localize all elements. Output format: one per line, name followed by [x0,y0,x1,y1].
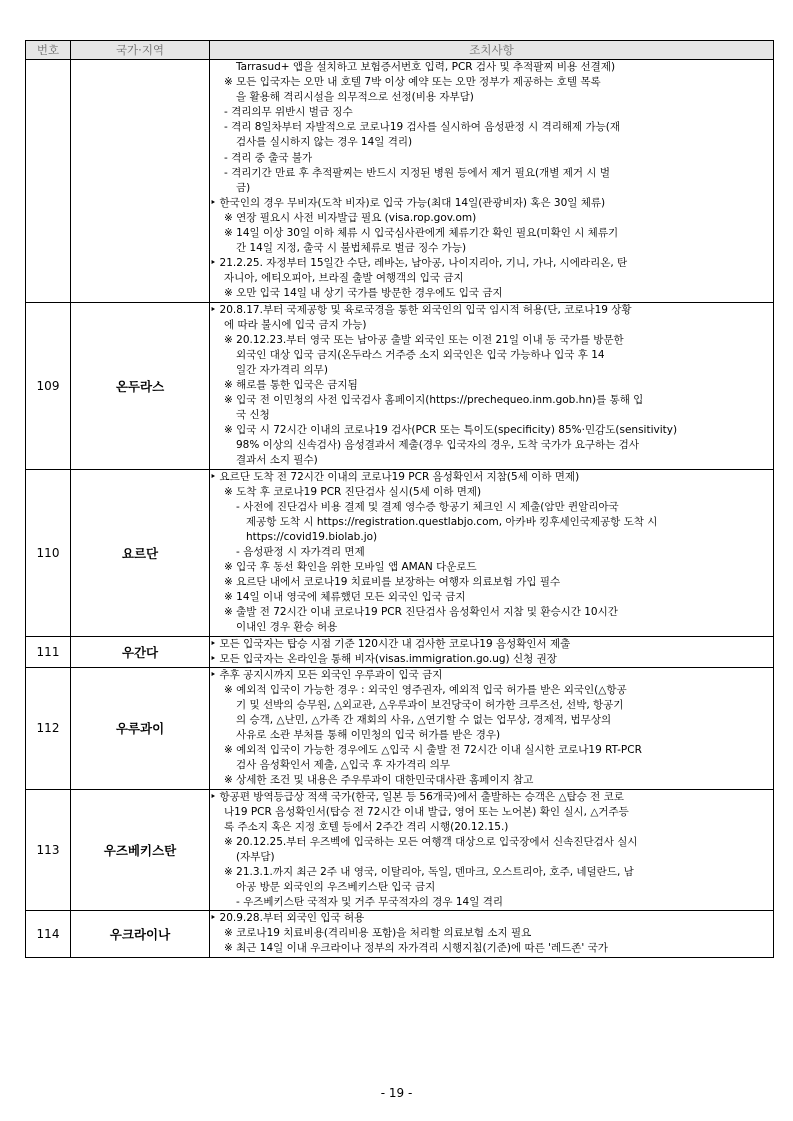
measure-line: 아공 방문 외국인의 우즈베키스탄 입국 금지 [236,881,436,894]
measure-line: ‣ 요르단 도착 전 72시간 이내의 코로나19 PCR 음성확인서 지참(5세 이하 면제) [210,470,580,483]
measures-cell [210,60,774,303]
row-number [26,60,71,303]
measure-line: 사유로 소관 부처를 통해 이민청의 입국 허가를 받은 경우) [236,729,501,742]
measure-line: ※ 출발 전 72시간 이내 코로나19 PCR 진단검사 음성확인서 지참 및 환승시간 10시간 [224,606,618,619]
country-name: 요르단 [71,469,210,636]
measure-line: 검사 음성확인서 제출, △입국 후 자가격리 의무 [236,759,451,772]
measure-line: ‣ 21.2.25. 자정부터 15일간 수단, 레바논, 남아공, 나이지리아, 기니, 가나, 시에라리온, 탄 [210,257,628,270]
table-row [26,667,774,789]
measures-cell [210,302,774,469]
measure-line: ※ 예외적 입국이 가능한 경우 : 외국인 영주권자, 예외적 입국 허가를 받은 외국인(△항공 [224,683,627,696]
measure-line: ※ 입국 시 72시간 이내의 코로나19 검사(PCR 또는 특이도(specificity) 85%·민감도(sensitivity) [224,424,678,437]
country-name: 우즈베키스탄 [71,789,210,911]
measures-cell [210,667,774,789]
measure-line: ※ 14일 이내 영국에 체류했던 모든 외국인 입국 금지 [224,591,466,604]
measure-line: - 사전에 진단검사 비용 결제 및 결제 영수증 항공기 체크인 시 제출(암만 퀸알리아국 [236,500,619,513]
table-row [26,911,774,957]
measure-line: 금) [236,181,251,194]
measure-line: ‣ 모든 입국자는 온라인을 통해 비자(visas.immigration.go.ug) 신청 권장 [210,652,557,665]
measure-line: 국 신청 [236,409,270,422]
measure-line: - 격리 중 출국 불가 [224,151,313,164]
country-name: 우간다 [71,636,210,667]
row-number: 112 [26,667,71,789]
table-row [26,302,774,469]
measure-line: 기 및 선박의 승무원, △외교관, △우루과이 보건당국이 허가한 크루즈선, 선박, 항공기 [236,698,624,711]
measures-table [25,40,774,958]
measure-line: ‣ 추후 공지시까지 모든 외국인 우루과이 입국 금지 [210,668,443,681]
measure-line: ‣ 모든 입국자는 탑승 시점 기준 120시간 내 검사한 코로나19 음성확인서 제출 [210,637,571,650]
page-number: - 19 - [380,1086,413,1100]
measure-line: - 음성판정 시 자가격리 면제 [236,546,365,558]
row-number: 109 [26,302,71,469]
measures-cell [210,636,774,667]
header-no: 번호 [26,41,71,60]
measure-line: ‣ 20.9.28.부터 외국인 입국 허용 [210,912,365,925]
measure-line: 을 활용해 격리시설을 의무적으로 선정(비용 자부담) [236,91,474,104]
measure-line: ‣ 항공편 방역등급상 적색 국가(한국, 일본 등 56개국)에서 출발하는 승객은 △탑승 전 코로 [210,790,624,803]
measure-line: ※ 상세한 조건 및 내용은 주우루과이 대한민국대사관 홈페이지 참고 [224,774,534,787]
table-row [26,789,774,911]
measure-line: ※ 최근 14일 이내 우크라이나 정부의 자가격리 시행지침(기준)에 따른 '레드존' 국가 [224,942,608,955]
measure-line: 간 14일 지정, 출국 시 불법체류로 벌금 징수 가능) [236,242,467,255]
country-name [71,60,210,303]
row-number: 111 [26,636,71,667]
measure-line: 이내인 경우 환승 허용 [236,621,338,634]
table-row [26,60,774,303]
measure-line: 98% 이상의 신속검사) 음성결과서 제출(경우 입국자의 경우, 도착 국가가 요구하는 검사 [236,439,639,452]
measure-line: ※ 입국 후 동선 확인을 위한 모바일 앱 AMAN 다운로드 [224,561,477,574]
country-name: 온두라스 [71,302,210,469]
measure-line: ※ 연장 필요시 사전 비자발급 필요 (visa.rop.gov.om) [224,211,477,224]
measure-line: 제공항 도착 시 https://registration.questlabjo.com, 아카바 킹후세인국제공항 도착 시 [246,515,658,528]
measure-line: ※ 20.12.23.부터 영국 또는 남아공 출발 외국인 또는 이전 21일 이내 동 국가를 방문한 [224,333,624,346]
measure-line: 의 승객, △난민, △가족 간 재회의 사유, △연기할 수 없는 업무상, 경제적, 법무상의 [236,714,612,727]
measure-line: ※ 14일 이상 30일 이하 체류 시 입국심사관에게 체류기간 확인 필요(미확인 시 체류기 [224,227,619,240]
measure-line: ※ 오만 입국 14일 내 상기 국가를 방문한 경우에도 입국 금지 [224,287,503,300]
measure-line: 결과서 소지 필수) [236,454,318,467]
country-name: 우크라이나 [71,911,210,957]
measure-line: 록 주소지 혹은 지정 호텔 등에서 2주간 격리 시행(20.12.15.) [224,820,509,833]
measure-line: ※ 코로나19 치료비용(격리비용 포함)을 처리할 의료보험 소지 필요 [224,927,532,940]
measure-line: ※ 요르단 내에서 코로나19 치료비를 보장하는 여행자 의료보험 가입 필수 [224,576,561,589]
measure-line: - 우즈베키스탄 국적자 및 거주 무국적자의 경우 14일 격리 [236,896,503,909]
measure-line: ‣ 20.8.17.부터 국제공항 및 육로국경을 통한 외국인의 입국 임시적 허용(단, 코로나19 상황 [210,303,632,316]
measure-line: ※ 20.12.25.부터 우즈벡에 입국하는 모든 여행객 대상으로 입국장에서 신속진단검사 실시 [224,835,638,848]
measure-line: - 격리의무 위반시 벌금 징수 [224,106,353,119]
measure-line: 일간 자가격리 의무) [236,363,328,376]
measure-line: ※ 입국 전 이민청의 사전 입국검사 홈페이지(https://prechequeo.inm.gob.hn)를 통해 입 [224,394,644,407]
table-row [26,636,774,667]
header-measures: 조치사항 [210,41,774,60]
table-header-row [26,41,774,60]
measure-line: 에 따라 불시에 입국 금지 가능) [224,318,367,331]
measure-line: - 격리 8일차부터 자발적으로 코로나19 검사를 실시하여 음성판정 시 격리해제 가능(재 [224,121,621,134]
measure-line: Tarrasud+ 앱을 설치하고 보험증서번호 입력, PCR 검사 및 추적팔찌 비용 선결제) [236,61,616,73]
measures-cell [210,789,774,911]
measure-line: - 격리기간 만료 후 추적팔찌는 반드시 지정된 병원 등에서 제거 필요(개별 제거 시 벌 [224,166,610,179]
measures-cell [210,911,774,957]
measure-line: ※ 도착 후 코로나19 PCR 진단검사 실시(5세 이하 면제) [224,485,482,498]
measure-line: 외국인 대상 입국 금지(온두라스 거주증 소지 외국인은 입국 가능하나 입국 후 14 [236,348,605,361]
measure-line: (자부담) [236,850,275,863]
measure-line: ‣ 한국인의 경우 무비자(도착 비자)로 입국 가능(최대 14일(관광비자) 혹은 30일 체류) [210,196,606,209]
measure-line: 나19 PCR 음성확인서(탑승 전 72시간 이내 발급, 영어 또는 노어본) 확인 실시, △거주등 [224,805,629,818]
row-number: 113 [26,789,71,911]
measure-line: ※ 예외적 입국이 가능한 경우에도 △입국 시 출발 전 72시간 이내 실시한 코로나19 RT-PCR [224,744,642,757]
table-body [26,60,774,958]
row-number: 110 [26,469,71,636]
measure-line: ※ 해로를 통한 입국은 금지됨 [224,378,358,391]
row-number: 114 [26,911,71,957]
measure-line: 자니아, 에티오피아, 브라질 출발 여행객의 입국 금지 [224,272,464,285]
measure-line: ※ 모든 입국자는 오만 내 호텔 7박 이상 예약 또는 오만 정부가 제공하는 호텔 목록 [224,76,601,89]
measure-line: ※ 21.3.1.까지 최근 2주 내 영국, 이탈리아, 독일, 덴마크, 오스트리아, 호주, 네덜란드, 남 [224,865,634,878]
country-name: 우루과이 [71,667,210,789]
measure-line: https://covid19.biolab.jo) [246,530,378,543]
table-row [26,469,774,636]
measure-line: 검사를 실시하지 않는 경우 14일 격리) [236,136,413,149]
measures-cell [210,469,774,636]
header-country: 국가·지역 [71,41,210,60]
